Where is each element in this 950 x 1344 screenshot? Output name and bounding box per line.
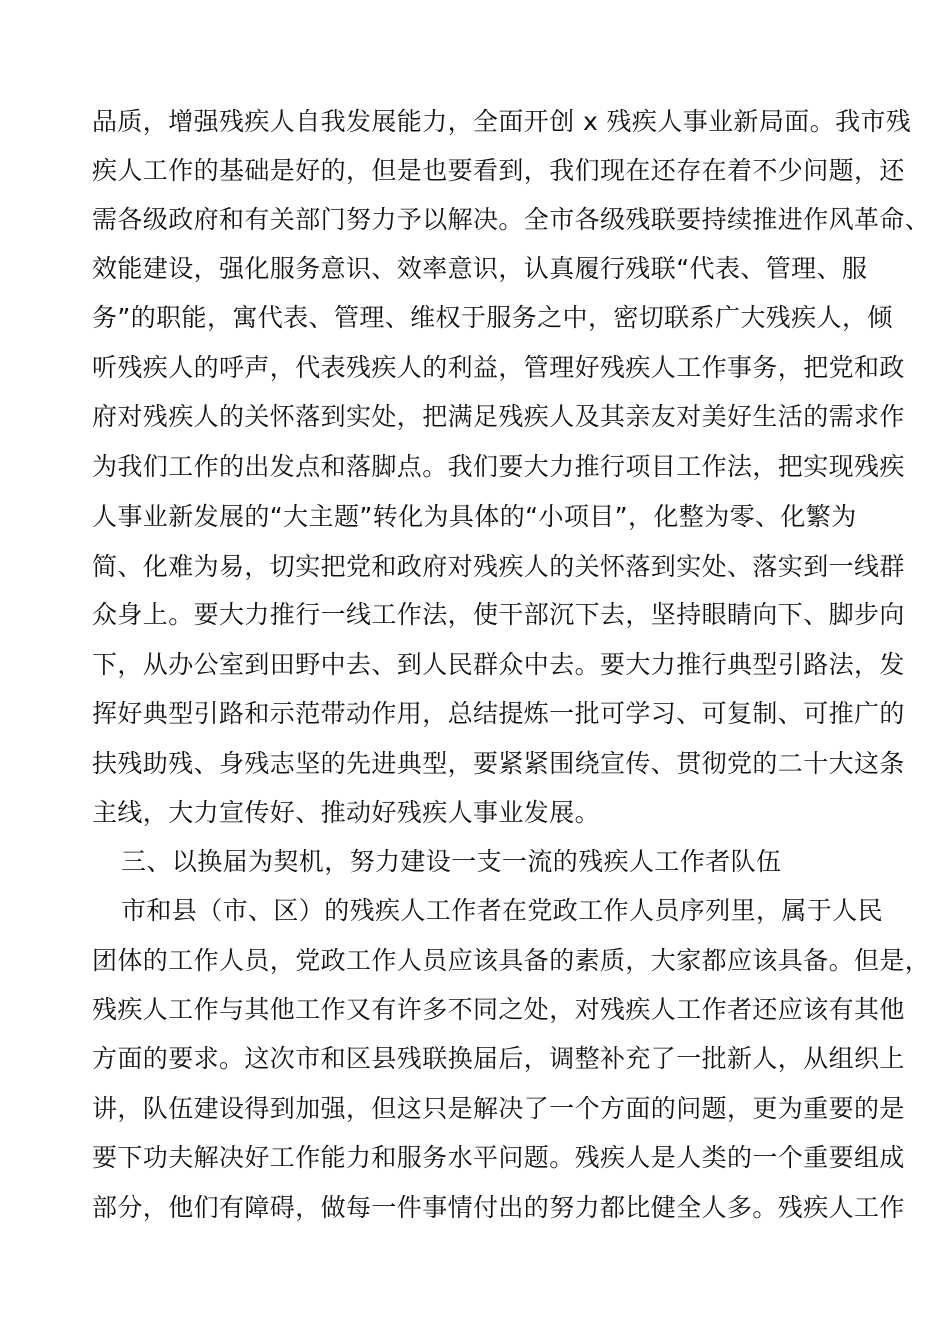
body-text-line: 主线，大力宣传好、推动好残疾人事业发展。 <box>92 798 601 827</box>
body-text-line: 众身上。要大力推行一线工作法，使干部沉下去，坚持眼睛向下、脚步向 <box>92 600 905 629</box>
body-text-line: 简、化难为易，切实把党和政府对残疾人的关怀落到实处、落实到一线群 <box>92 552 905 581</box>
body-text-line: 品质，增强残疾人自我发展能力，全面开创 x 残疾人事业新局面。我市残 <box>92 107 912 136</box>
body-text-line: 讲，队伍建设得到加强，但这只是解决了一个方面的问题，更为重要的是 <box>92 1094 905 1123</box>
body-text-line: 需各级政府和有关部门努力予以解决。全市各级残联要持续推进作风革命、 <box>92 205 931 234</box>
body-text-line: 为我们工作的出发点和落脚点。我们要大力推行项目工作法，把实现残疾 <box>92 452 905 481</box>
body-text-line: 听残疾人的呼声，代表残疾人的利益，管理好残疾人工作事务，把党和政 <box>92 353 905 382</box>
body-text-line: 效能建设，强化服务意识、效率意识，认真履行残联“代表、管理、服 <box>92 254 868 283</box>
body-text-line: 方面的要求。这次市和区县残联换届后，调整补充了一批新人，从组织上 <box>92 1044 905 1073</box>
section-heading: 三、以换届为契机，努力建设一支一流的残疾人工作者队伍 <box>121 847 782 876</box>
body-text-line: 扶残助残、身残志坚的先进典型，要紧紧围绕宣传、贯彻党的二十大这条 <box>92 749 905 778</box>
body-text-line: 务”的职能，寓代表、管理、维权于服务之中，密切联系广大残疾人，倾 <box>92 303 893 332</box>
body-text-line: 残疾人工作与其他工作又有许多不同之处，对残疾人工作者还应该有其他 <box>92 995 905 1024</box>
body-text-line: 要下功夫解决好工作能力和服务水平问题。残疾人是人类的一个重要组成 <box>92 1143 905 1172</box>
body-text-line: 团体的工作人员，党政工作人员应该具备的素质，大家都应该具备。但是， <box>92 946 931 975</box>
body-text-line: 部分，他们有障碍，做每一件事情付出的努力都比健全人多。残疾人工作 <box>92 1193 905 1222</box>
body-text-line: 挥好典型引路和示范带动作用，总结提炼一批可学习、可复制、可推广的 <box>92 699 905 728</box>
body-text-line: 疾人工作的基础是好的，但是也要看到，我们现在还存在着不少问题，还 <box>92 156 905 185</box>
body-text-line: 下，从办公室到田野中去、到人民群众中去。要大力推行典型引路法，发 <box>92 650 905 679</box>
body-text-line: 市和县（市、区）的残疾人工作者在党政工作人员序列里，属于人民 <box>121 896 884 925</box>
body-text-line: 府对残疾人的关怀落到实处，把满足残疾人及其亲友对美好生活的需求作 <box>92 402 905 431</box>
body-text-line: 人事业新发展的“大主题”转化为具体的“小项目”，化整为零、化繁为 <box>92 502 857 531</box>
